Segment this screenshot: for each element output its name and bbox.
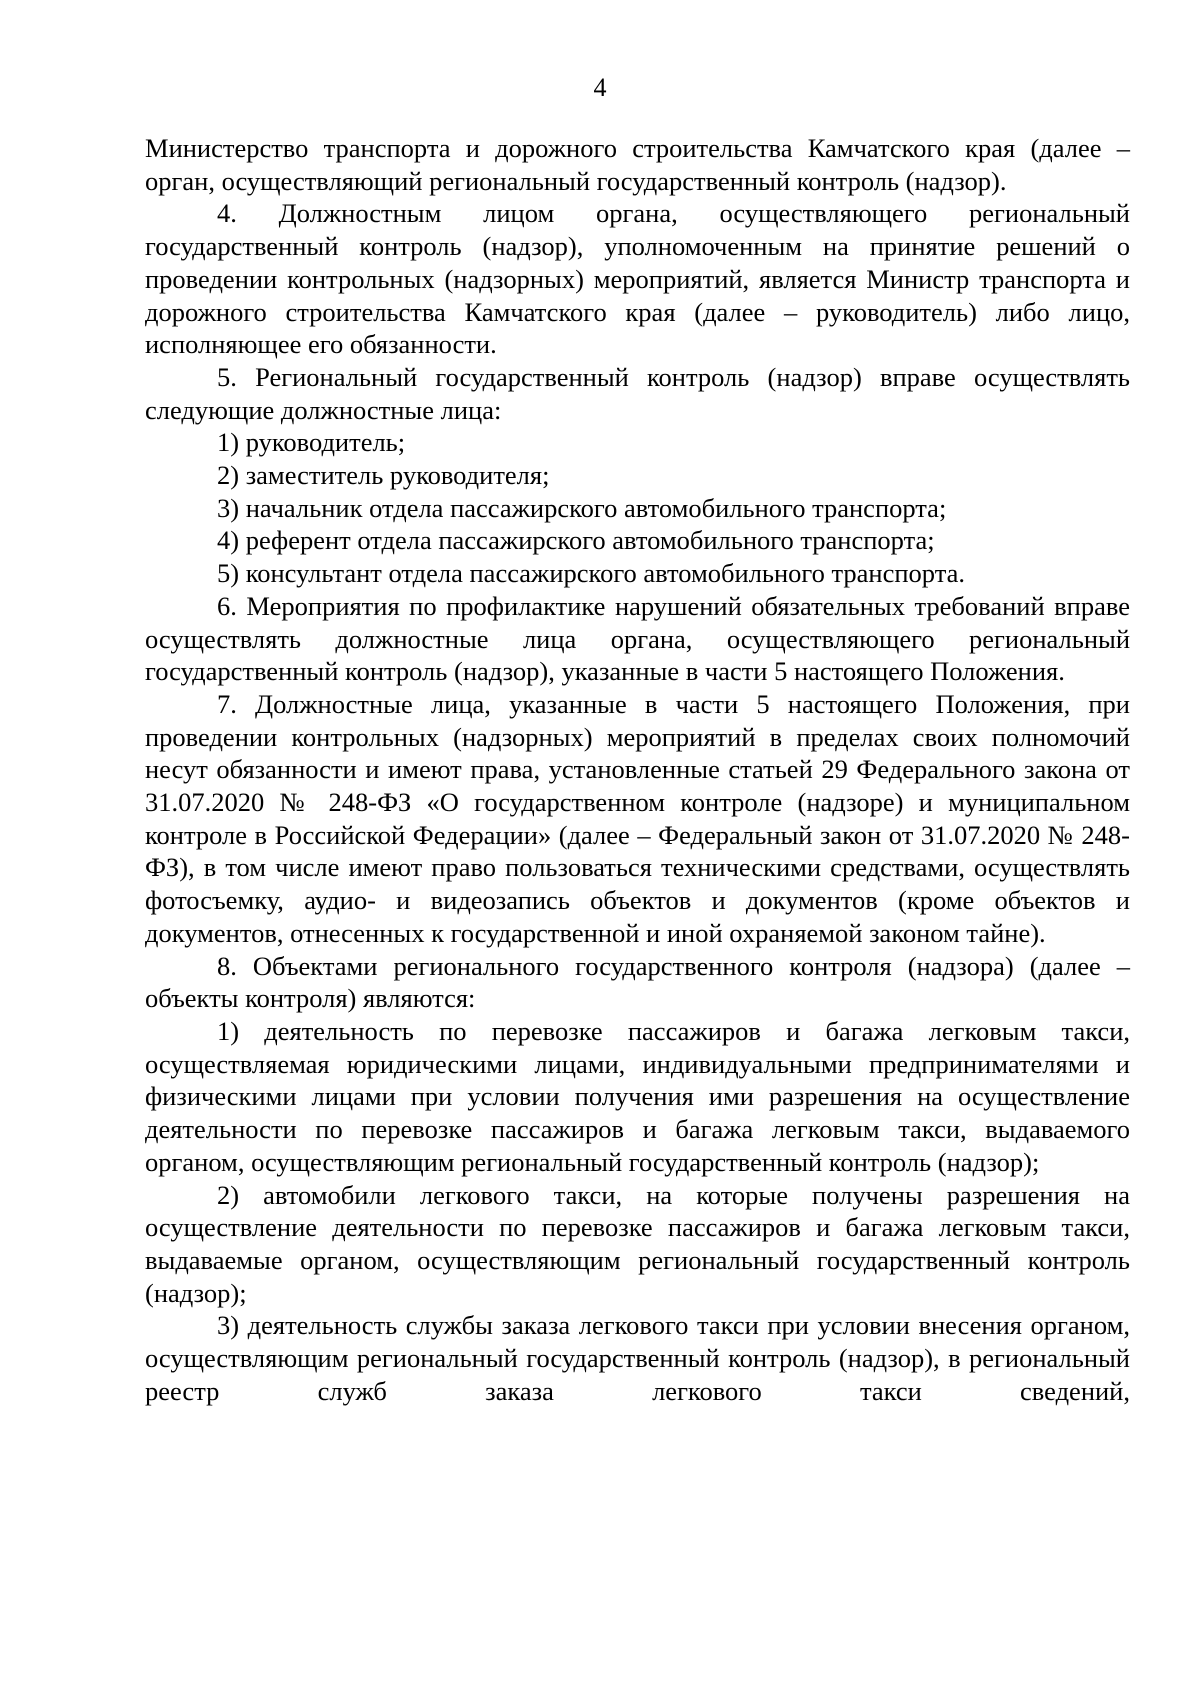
document-body bbox=[145, 132, 1130, 1407]
list-item: 2) автомобили легкового такси, на которые получены разрешения на осуществление деятельности по перевозке пассажиров и багажа легковым такси, выдаваемые органом, осуществляющим региональный государственный контроль (надзор); bbox=[145, 1179, 1130, 1308]
paragraph: 8. Объектами регионального государственного контроля (надзора) (далее – объекты контроля) являются: bbox=[145, 950, 1130, 1014]
paragraph: 7. Должностные лица, указанные в части 5 настоящего Положения, при проведении контрольных (надзорных) мероприятий в пределах своих полномочий несут обязанности и имеют права, установленные статьей 29 Федерального закона от 31.07.2020 № 248-ФЗ «О государственном контроле (надзоре) и муниципальном контроле в Российской Федерации» (далее – Федеральный закон от 31.07.2020 № 248-ФЗ), в том числе имеют право пользоваться техническими средствами, осуществлять фотосъемку, аудио- и видеозапись объектов и документов (кроме объектов и документов, отнесенных к государственной и иной охраняемой законом тайне). bbox=[145, 688, 1130, 948]
list-item: 5) консультант отдела пассажирского автомобильного транспорта. bbox=[217, 558, 966, 589]
paragraph: 4. Должностным лицом органа, осуществляющего региональный государственный контроль (надзор), уполномоченным на принятие решений о проведении контрольных (надзорных) мероприятий, является Министр транспорта и дорожного строительства Камчатского края (далее – руководитель) либо лицо, исполняющее его обязанности. bbox=[145, 198, 1130, 360]
page-number: 4 bbox=[593, 73, 607, 102]
list-item: 1) деятельность по перевозке пассажиров и багажа легковым такси, осуществляемая юридическими лицами, индивидуальными предпринимателями и физическими лицами при условии получения ими разрешения на осуществление деятельности по перевозке пассажиров и багажа легковым такси, выдаваемого органом, осуществляющим региональный государственный контроль (надзор); bbox=[145, 1015, 1130, 1177]
list-item: 4) референт отдела пассажирского автомобильного транспорта; bbox=[217, 525, 935, 556]
list-item: 3) деятельность службы заказа легкового такси при условии внесения органом, осуществляющим региональный государственный контроль (надзор), в региональный реестр служб заказа легкового такси сведений, bbox=[145, 1310, 1130, 1406]
list-item: 1) руководитель; bbox=[217, 427, 406, 458]
list-item: 3) начальник отдела пассажирского автомобильного транспорта; bbox=[217, 492, 947, 523]
list-item: 2) заместитель руководителя; bbox=[217, 460, 550, 491]
paragraph: Министерство транспорта и дорожного строительства Камчатского края (далее – орган, осуществляющий региональный государственный контроль (надзор). bbox=[145, 133, 1130, 196]
paragraph: 5. Региональный государственный контроль (надзор) вправе осуществлять следующие должностные лица: bbox=[145, 361, 1130, 425]
paragraph: 6. Мероприятия по профилактике нарушений обязательных требований вправе осуществлять должностные лица органа, осуществляющего региональный государственный контроль (надзор), указанные в части 5 настоящего Положения. bbox=[145, 590, 1130, 687]
